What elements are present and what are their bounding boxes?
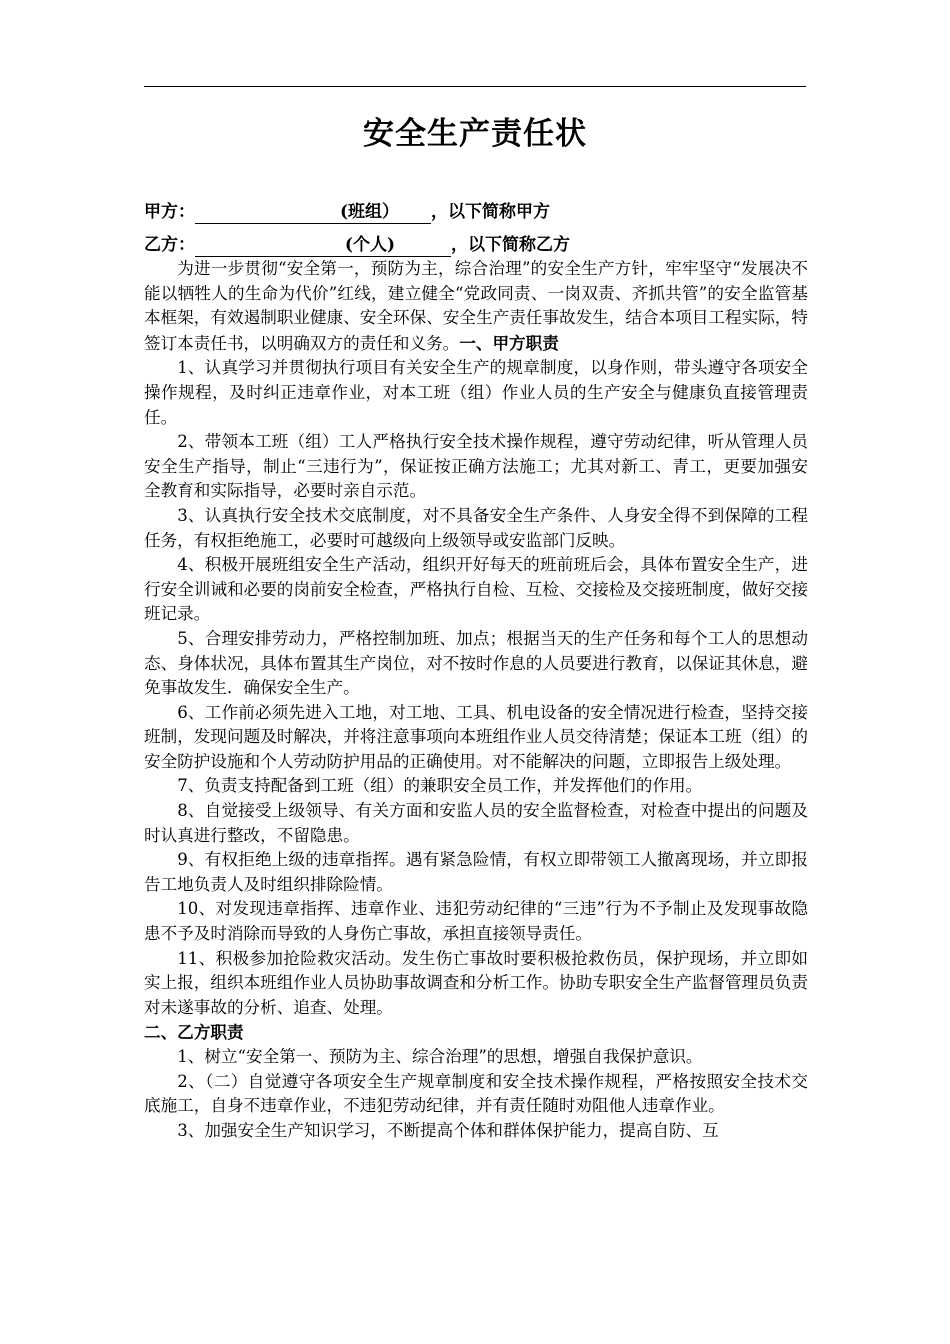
party-a-blank-text: (班组） (339, 202, 399, 222)
list-item: 2、带领本工班（组）工人严格执行安全技术操作规程，遵守劳动纪律，听从管理人员安全生产指导，制止“三违行为”，保证按正确方法施工；尤其对新工、青工，更要加强安全教育和实际指导，必要时亲自示范。 (144, 432, 808, 501)
section-a-heading: 一、甲方职责 (459, 332, 559, 353)
list-item: 8、自觉接受上级领导、有关方面和安监人员的安全监督检查，对检查中提出的问题及时认真进行整改，不留隐患。 (144, 801, 808, 845)
list-item: 10、对发现违章指挥、违章作业、违犯劳动纪律的“三违”行为不予制止及发现事故隐患不予及时消除而导致的人身伤亡事故，承担直接领导责任。 (144, 899, 808, 944)
list-item: 4、积极开展班组安全生产活动，组织开好每天的班前班后会，具体布置安全生产，进行安全训诫和必要的岗前安全检查，严格执行自检、互检、交接检及交接班制度，做好交接班记录。 (144, 555, 808, 624)
header-rule (144, 86, 806, 87)
list-item: 1、树立“安全第一、预防为主、综合治理”的思想，增强自我保护意识。 (177, 1047, 703, 1066)
list-item: 3、认真执行安全技术交底制度，对不具备安全生产条件、人身安全得不到保障的工程任务，有权拒绝施工，必要时可越级向上级领导或安监部门反映。 (144, 505, 808, 550)
list-item: 1、认真学习并贯彻执行项目有关安全生产的规章制度，以身作则，带头遵守各项安全操作规程，及时纠正违章作业，对本工班（组）作业人员的生产安全与健康负直接管理责任。 (144, 358, 808, 427)
party-b-line (144, 230, 570, 257)
party-a-suffix: ，以下简称甲方 (431, 202, 550, 222)
party-b-blank[interactable] (195, 235, 451, 257)
list-item: 6、工作前必须先进入工地，对工地、工具、机电设备的安全情况进行检查，坚持交接班制，发现问题及时解决，并将注意事项向本班组作业人员交待清楚；保证本工班（组）的安全防护设施和个人劳动防护用品的正确使用。对不能解决的问题，立即报告上级处理。 (144, 702, 808, 771)
list-item: 2、（二）自觉遵守各项安全生产规章制度和安全技术操作规程，严格按照安全技术交底施工，自身不违章作业，不违犯劳动纪律，并有责任随时劝阻他人违章作业。 (144, 1071, 808, 1116)
list-item: 11、积极参加抢险救灾活动。发生伤亡事故时要积极抢救伤员，保护现场，并立即如实上报，组织本班组作业人员协助事故调查和分析工作。协助专职安全生产监督管理员负责对未遂事故的分析、追查、处理。 (144, 948, 808, 1017)
party-a-blank[interactable] (195, 202, 431, 224)
document-body (144, 257, 808, 1143)
party-b-suffix: ，以下简称乙方 (451, 235, 570, 255)
list-item: 5、合理安排劳动力，严格控制加班、加点；根据当天的生产任务和每个工人的思想动态、身体状况，具体布置其生产岗位，对不按时作息的人员要进行教育，以保证其休息，避免事故发生．确保安全生产。 (144, 628, 808, 698)
list-item: 3、加强安全生产知识学习，不断提高个体和群体保护能力，提高自防、互 (177, 1120, 719, 1140)
intro-paragraph (144, 257, 808, 356)
party-a-label: 甲方： (144, 202, 195, 222)
list-item: 7、负责支持配备到工班（组）的兼职安全员工作，并发挥他们的作用。 (177, 776, 703, 796)
party-a-line (144, 197, 550, 224)
page-title: 安全生产责任状 (363, 116, 587, 152)
list-item: 9、有权拒绝上级的违章指挥。遇有紧急险情，有权立即带领工人撤离现场，并立即报告工地负责人及时组织排除险情。 (144, 850, 808, 894)
party-b-label: 乙方： (144, 235, 195, 255)
intro-text: 为进一步贯彻“安全第一，预防为主，综合治理”的安全生产方针，牢牢坚守“发展决不能以牺牲人的生命为代价”红线，建立健全“党政同责、一岗双责、齐抓共管”的安全监管基本框架，有效遏制职业健康、安全环保、安全生产责任事故发生，结合本项目工程实际，特签订本责任书，以明确双方的责任和义务。 (144, 259, 808, 353)
section-b-heading: 二、乙方职责 (144, 1022, 244, 1043)
party-b-blank-text: (个人) (344, 235, 395, 255)
